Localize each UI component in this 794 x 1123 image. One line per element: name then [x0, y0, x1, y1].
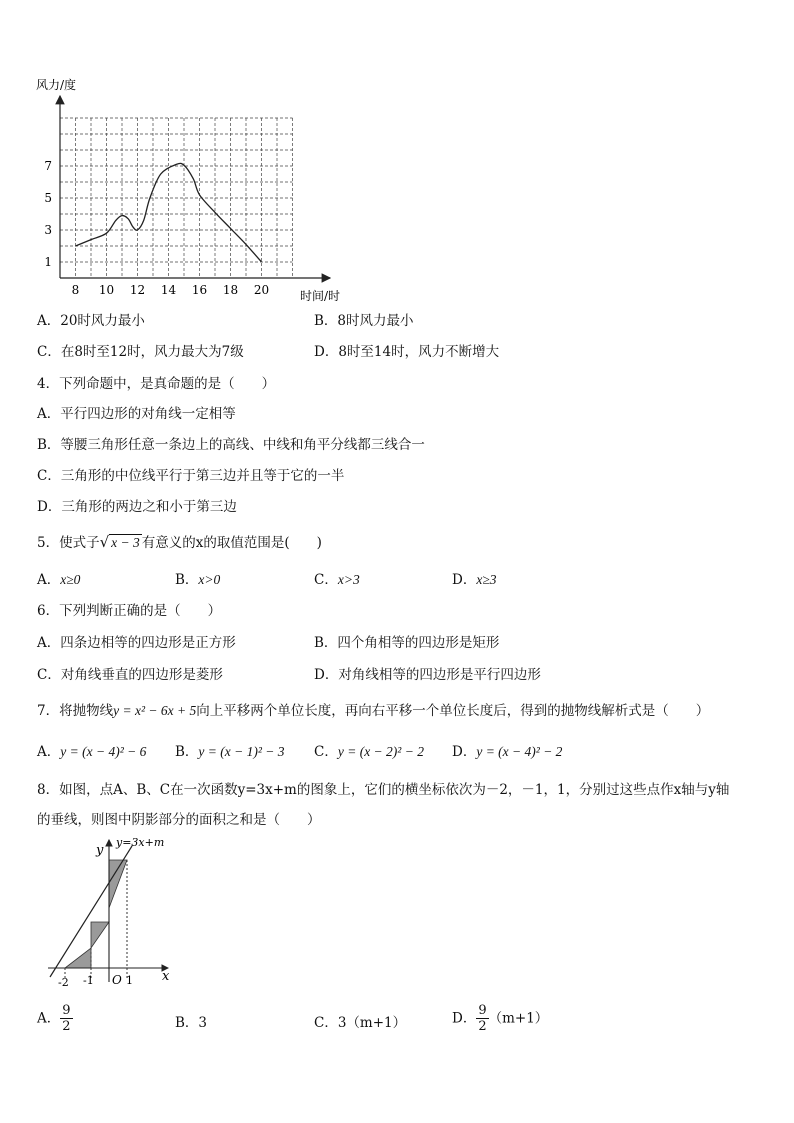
option-text: 8时至14时，风力不断增大 [338, 344, 500, 360]
shaded-region-2 [91, 922, 109, 948]
option-text: y = (x − 2)² − 2 [337, 744, 424, 759]
q3-option-b [314, 312, 414, 330]
q6-option-b [314, 634, 499, 652]
option-text: 3 [198, 1015, 208, 1031]
q6-option-c [37, 666, 223, 684]
option-text: 三角形的两边之和小于第三边 [61, 499, 237, 515]
y-tick-label: 7 [44, 159, 52, 173]
option-text: 在8时至12时，风力最大为7级 [60, 344, 244, 360]
q7-option-d [452, 743, 562, 761]
shaded-region-4 [109, 860, 127, 908]
q8-option-d [452, 1003, 548, 1034]
y-tick-label: 1 [44, 255, 52, 269]
option-letter: B． [175, 572, 199, 588]
q7-option-b [175, 743, 285, 761]
tick-neg2: -2 [58, 976, 69, 989]
option-letter: C． [314, 744, 338, 760]
q8-option-a [37, 1003, 73, 1034]
option-letter: B． [175, 744, 199, 760]
q3-option-a [37, 312, 145, 330]
q7-stem [37, 702, 709, 720]
x-tick-label: 14 [160, 283, 177, 297]
option-text: 等腰三角形任意一条边上的高线、中线和角平分线都三线合一 [60, 437, 425, 453]
option-letter: D． [452, 744, 477, 760]
q4-option-d [37, 498, 237, 516]
option-text: 平行四边形的对角线一定相等 [60, 406, 236, 422]
q8-stem-line1: 8．如图，点A、B、C在一次函数y=3x+m的图象上，它们的横坐标依次为－2，－1，1，分别过这些点作x轴与y轴 [37, 782, 730, 798]
origin-label: O [112, 973, 122, 987]
fraction [476, 1003, 488, 1034]
x-axis-label: 时间/时 [300, 289, 341, 303]
option-text: x>3 [337, 572, 360, 587]
q5-stem-before: 5．使式子 [37, 535, 100, 551]
fraction-denominator: 2 [62, 1019, 71, 1034]
q4-option-c [37, 467, 344, 485]
option-letter: B． [314, 635, 338, 651]
q7-equation: y = x² − 6x + 5 [113, 703, 197, 718]
option-text: 20时风力最小 [60, 313, 145, 329]
option-text: y = (x − 4)² − 6 [60, 744, 147, 759]
option-letter: C． [314, 1015, 338, 1031]
q5-stem [37, 533, 322, 552]
option-text: 对角线相等的四边形是平行四边形 [338, 667, 541, 683]
x-tick-label: 18 [222, 283, 239, 297]
q4-option-a [37, 405, 236, 423]
y-tick-label: 5 [44, 191, 52, 205]
function-label: y=3x+m [116, 836, 165, 849]
x-tick-label: 16 [191, 283, 208, 297]
q5-option-c [314, 571, 360, 589]
q3-option-d [314, 343, 499, 361]
q3-option-c [37, 343, 244, 361]
q7-option-c [314, 743, 424, 761]
shaded-region-1 [65, 948, 91, 968]
option-text: y = (x − 4)² − 2 [476, 744, 563, 759]
option-text: y = (x − 1)² − 3 [198, 744, 285, 759]
fraction [60, 1003, 72, 1034]
option-letter: A． [37, 744, 61, 760]
q5-option-a [37, 571, 80, 589]
tick-1: 1 [126, 974, 133, 987]
q8-option-c [314, 1014, 406, 1032]
option-text: 四条边相等的四边形是正方形 [60, 635, 236, 651]
q5-radicand: x − 3 [111, 535, 140, 550]
q7-stem-before: 7．将抛物线 [37, 703, 114, 719]
q6-option-a [37, 634, 236, 652]
q7-stem-after: 向上平移两个单位长度，再向右平移一个单位长度后，得到的抛物线解析式是（ ） [196, 703, 710, 719]
option-letter: C． [314, 572, 338, 588]
option-text: x>0 [198, 572, 221, 587]
q8-figure [40, 832, 190, 992]
option-letter: B． [175, 1015, 199, 1031]
option-letter: A． [37, 406, 61, 422]
fraction-numerator: 9 [478, 1003, 487, 1018]
option-letter: A． [37, 572, 61, 588]
q5-option-d [452, 571, 496, 589]
option-text: 3（m+1） [337, 1015, 407, 1031]
option-text: 三角形的中位线平行于第三边并且等于它的一半 [60, 468, 345, 484]
option-letter: C． [37, 344, 61, 360]
x-tick-label: 12 [129, 283, 146, 297]
q7-option-a [37, 743, 146, 761]
option-letter: D． [37, 499, 62, 515]
option-letter: B． [37, 437, 61, 453]
option-letter: A． [37, 313, 61, 329]
y-tick-label: 3 [44, 223, 52, 237]
option-text: 四个角相等的四边形是矩形 [337, 635, 500, 651]
option-text: x≥3 [476, 572, 497, 587]
option-letter: D． [314, 667, 339, 683]
y-axis-label: 风力/度 [36, 78, 77, 92]
q8-stem-line2: 的垂线，则图中阴影部分的面积之和是（ ） [37, 812, 321, 828]
option-letter: A． [37, 1010, 61, 1027]
q4-option-b [37, 436, 425, 454]
x-axis-letter: x [162, 969, 170, 984]
x-tick-label: 8 [71, 283, 80, 297]
option-letter: C． [37, 468, 61, 484]
q5-option-b [175, 571, 220, 589]
chart-grid [60, 118, 293, 278]
q6-option-d [314, 666, 541, 684]
tick-neg1: -1 [83, 974, 94, 987]
option-letter: C． [37, 667, 61, 683]
wind-chart [30, 70, 360, 310]
option-letter: B． [314, 313, 338, 329]
q4-stem: 4．下列命题中，是真命题的是（ ） [37, 376, 276, 392]
chart-axes [60, 96, 330, 278]
y-axis-letter: y [96, 843, 104, 858]
q5-stem-after: 有意义的x的取值范围是( ) [141, 535, 322, 551]
fraction-numerator: 9 [62, 1003, 71, 1018]
x-tick-label: 10 [98, 283, 115, 297]
option-letter: D． [314, 344, 339, 360]
option-text: （m+1） [488, 1010, 549, 1027]
fraction-denominator: 2 [478, 1019, 487, 1034]
option-letter: D． [452, 572, 477, 588]
option-letter: A． [37, 635, 61, 651]
option-letter: D． [452, 1010, 477, 1027]
q8-option-b [175, 1014, 207, 1032]
x-tick-label: 20 [253, 283, 270, 297]
q6-stem: 6．下列判断正确的是（ ） [37, 603, 222, 619]
sqrt-sign: √ [99, 533, 110, 551]
option-text: 8时风力最小 [337, 313, 414, 329]
option-text: 对角线垂直的四边形是菱形 [60, 667, 223, 683]
option-text: x≥0 [60, 572, 81, 587]
